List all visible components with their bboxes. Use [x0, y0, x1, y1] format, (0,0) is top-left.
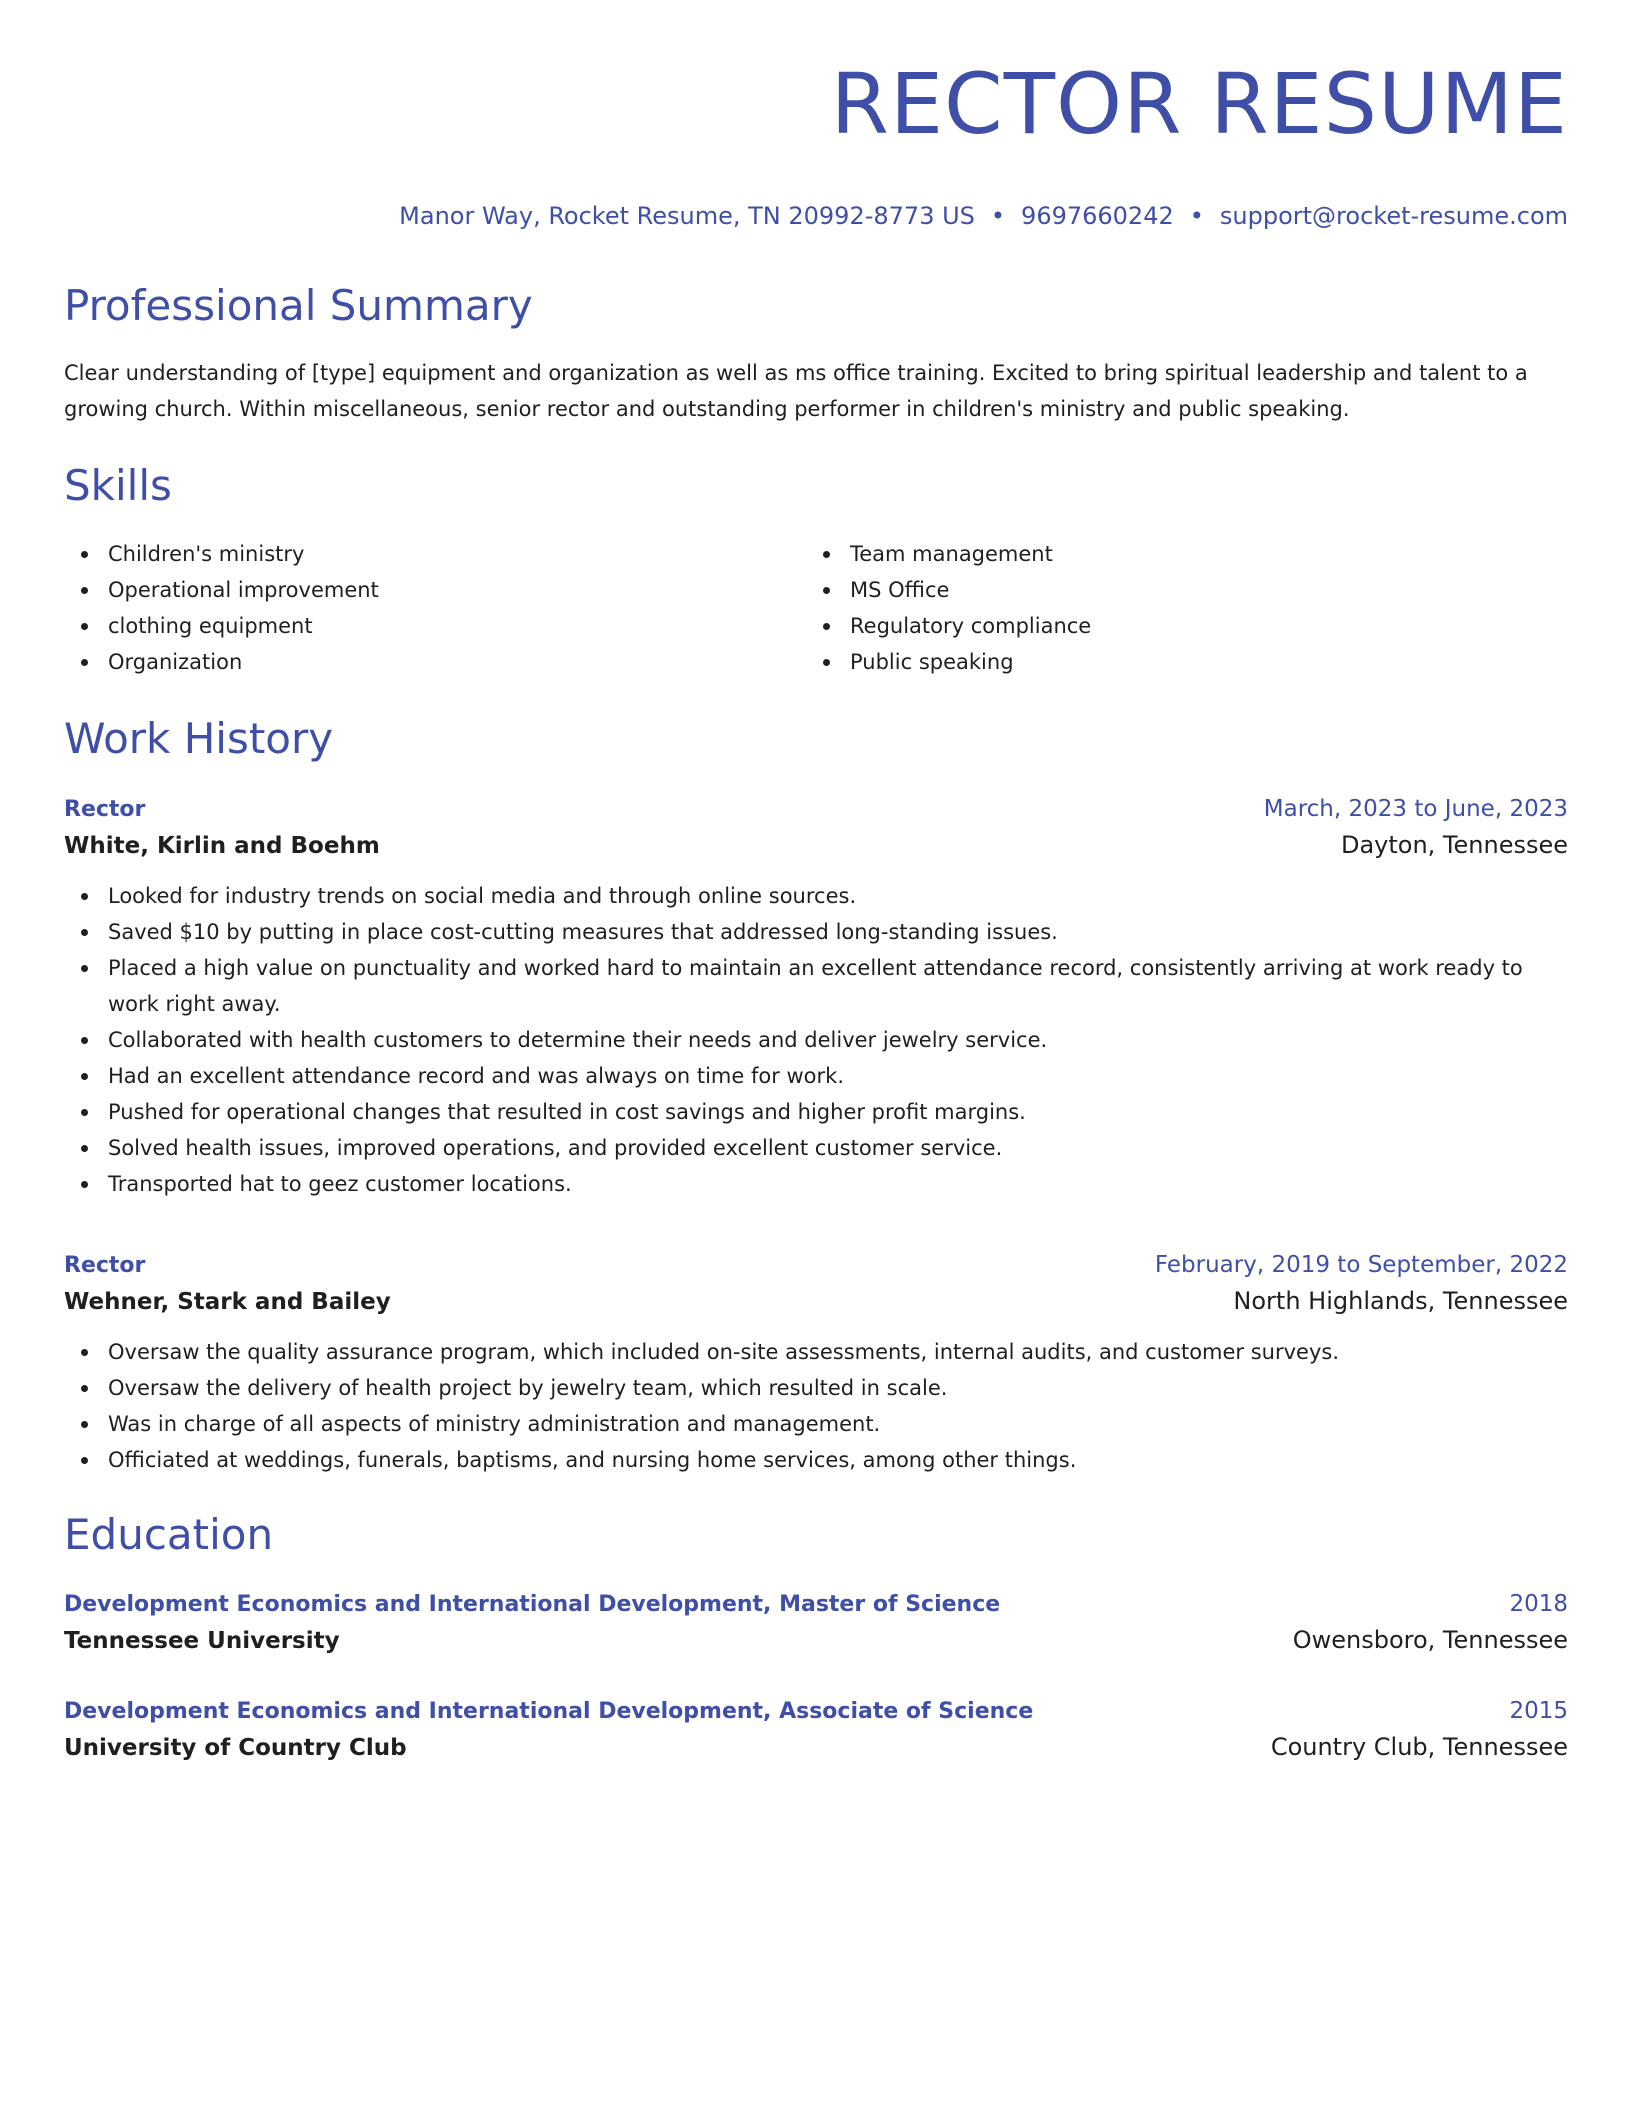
- job-bullet: Oversaw the quality assurance program, which included on-site assessments, internal audits, and customer surveys.: [108, 1334, 1568, 1370]
- summary-heading: Professional Summary: [64, 281, 533, 331]
- job-location: North Highlands, Tennessee: [1233, 1287, 1568, 1316]
- job-bullet: Saved $10 by putting in place cost-cutting measures that addressed long-standing issues.: [108, 914, 1568, 950]
- skill-item: Organization: [108, 644, 806, 680]
- education-school-row: [64, 1622, 1568, 1660]
- job-bullets: [64, 878, 1568, 1202]
- contact-address: Manor Way, Rocket Resume, TN 20992-8773 US: [399, 202, 975, 231]
- skill-item: Children's ministry: [108, 536, 806, 572]
- job-bullet: Pushed for operational changes that resulted in cost savings and higher profit margins.: [108, 1094, 1568, 1130]
- education-entry: [64, 1587, 1568, 1660]
- job-entry: [64, 1248, 1568, 1478]
- job-bullets: [64, 1334, 1568, 1478]
- job-bullet: Placed a high value on punctuality and worked hard to maintain an excellent attendance record, consistently arriving at work ready to work right away.: [108, 950, 1568, 1022]
- education-degree-row: [64, 1587, 1568, 1622]
- job-dates: February, 2019 to September, 2022: [1154, 1252, 1568, 1279]
- education-year: 2015: [1509, 1697, 1568, 1724]
- skills-section: [64, 461, 1568, 679]
- job-bullet: Had an excellent attendance record and was always on time for work.: [108, 1058, 1568, 1094]
- education-school: University of Country Club: [64, 1734, 407, 1761]
- education-heading: Education: [64, 1510, 274, 1560]
- job-bullet: Solved health issues, improved operations, and provided excellent customer service.: [108, 1130, 1568, 1166]
- job-dates: March, 2023 to June, 2023: [1263, 796, 1568, 823]
- education-school-row: [64, 1729, 1568, 1767]
- skill-item: clothing equipment: [108, 608, 806, 644]
- summary-text: Clear understanding of [type] equipment and organization as well as ms office training. Excited to bring spiritual leadership and talent to a growing church. Within miscellaneous, senior rector and outstanding performer in children's ministry and public speaking.: [64, 361, 1528, 422]
- education-degree: Development Economics and International Development, Associate of Science: [64, 1698, 1034, 1724]
- skills-list-right: [850, 536, 1091, 680]
- summary-section: [64, 281, 1568, 427]
- contact-separator: •: [1189, 202, 1204, 231]
- contact-separator: •: [990, 202, 1006, 231]
- resume-name: RECTOR RESUME: [830, 55, 1568, 153]
- job-location: Dayton, Tennessee: [1340, 831, 1568, 860]
- job-employer-row: [64, 827, 1568, 864]
- job-role: Rector: [64, 797, 146, 823]
- job-bullet: Transported hat to geez customer locations.: [108, 1166, 1568, 1202]
- job-bullet: Collaborated with health customers to determine their needs and deliver jewelry service.: [108, 1022, 1568, 1058]
- education-degree: Development Economics and International Development, Master of Science: [64, 1591, 1001, 1617]
- job-bullet: Oversaw the delivery of health project by jewelry team, which resulted in scale.: [108, 1370, 1568, 1406]
- job-entry: [64, 792, 1568, 1202]
- job-title-row: [64, 792, 1568, 827]
- contact-phone: 9697660242: [1021, 202, 1174, 231]
- job-bullet: Was in charge of all aspects of ministry administration and management.: [108, 1406, 1568, 1442]
- skill-item: Operational improvement: [108, 572, 806, 608]
- job-title-row: [64, 1248, 1568, 1283]
- skill-item: Team management: [850, 536, 1091, 572]
- skill-item: MS Office: [850, 572, 1091, 608]
- skills-list-left: [64, 536, 806, 680]
- work-section: [64, 714, 1568, 1478]
- job-bullet: Looked for industry trends on social media and through online sources.: [108, 878, 1568, 914]
- resume-page: [64, 0, 1568, 1767]
- education-location: Country Club, Tennessee: [1270, 1732, 1568, 1761]
- skill-item: Regulatory compliance: [850, 608, 1091, 644]
- job-employer: White, Kirlin and Boehm: [64, 833, 380, 860]
- education-location: Owensboro, Tennessee: [1292, 1625, 1568, 1654]
- job-employer: Wehner, Stark and Bailey: [64, 1289, 391, 1316]
- contact-line: [64, 202, 1568, 231]
- contact-email: support@rocket-resume.com: [1219, 202, 1568, 231]
- education-year: 2018: [1509, 1590, 1568, 1617]
- skill-item: Public speaking: [850, 644, 1091, 680]
- job-bullet: Officiated at weddings, funerals, baptisms, and nursing home services, among other things.: [108, 1442, 1568, 1478]
- education-school: Tennessee University: [64, 1627, 340, 1654]
- work-heading: Work History: [64, 713, 334, 763]
- education-entry: [64, 1694, 1568, 1767]
- job-role: Rector: [64, 1253, 146, 1279]
- skills-heading: Skills: [64, 461, 172, 511]
- resume-header: [64, 55, 1568, 231]
- education-section: [64, 1510, 1568, 1766]
- skills-columns: [64, 536, 1568, 680]
- job-employer-row: [64, 1283, 1568, 1320]
- education-degree-row: [64, 1694, 1568, 1729]
